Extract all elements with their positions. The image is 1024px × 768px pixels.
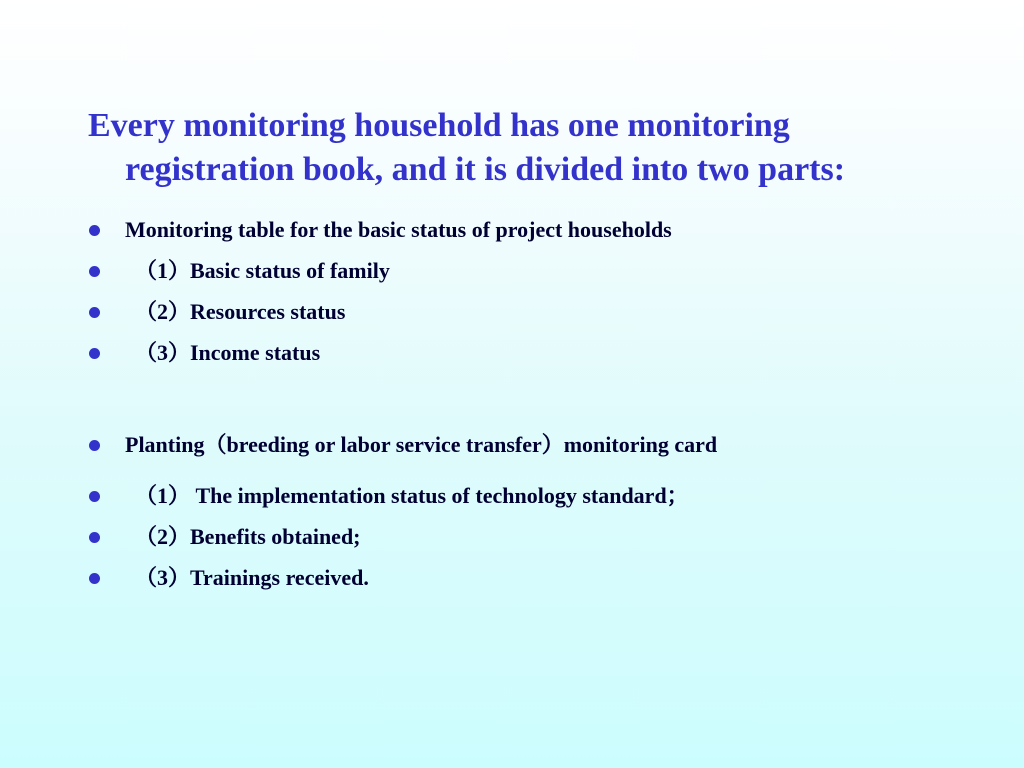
bullet-dot-icon xyxy=(89,573,100,584)
bullet-text: （3）Trainings received. xyxy=(135,565,369,590)
bullet-dot-icon xyxy=(89,266,100,277)
bullet-dot-icon xyxy=(89,348,100,359)
bullet-text: Monitoring table for the basic status of project households xyxy=(125,217,672,242)
bullet-text: （1）Basic status of family xyxy=(135,258,390,283)
slide-heading-line-2: registration book, and it is divided into two parts: xyxy=(125,151,846,188)
bullet-text: （1） The implementation status of technology standard； xyxy=(135,483,689,508)
bullet-text: （2）Benefits obtained; xyxy=(135,524,361,549)
bullet-dot-icon xyxy=(89,307,100,318)
bullet-dot-icon xyxy=(89,225,100,236)
slide-heading-line-1: Every monitoring household has one monitoring xyxy=(88,107,790,144)
bullet-text: （3）Income status xyxy=(135,340,321,365)
bullet-dot-icon xyxy=(89,440,100,451)
bullet-text: Planting（breeding or labor service transfer）monitoring card xyxy=(125,432,718,457)
bullet-text: （2）Resources status xyxy=(135,299,346,324)
bullet-dot-icon xyxy=(89,532,100,543)
bullet-dot-icon xyxy=(89,491,100,502)
